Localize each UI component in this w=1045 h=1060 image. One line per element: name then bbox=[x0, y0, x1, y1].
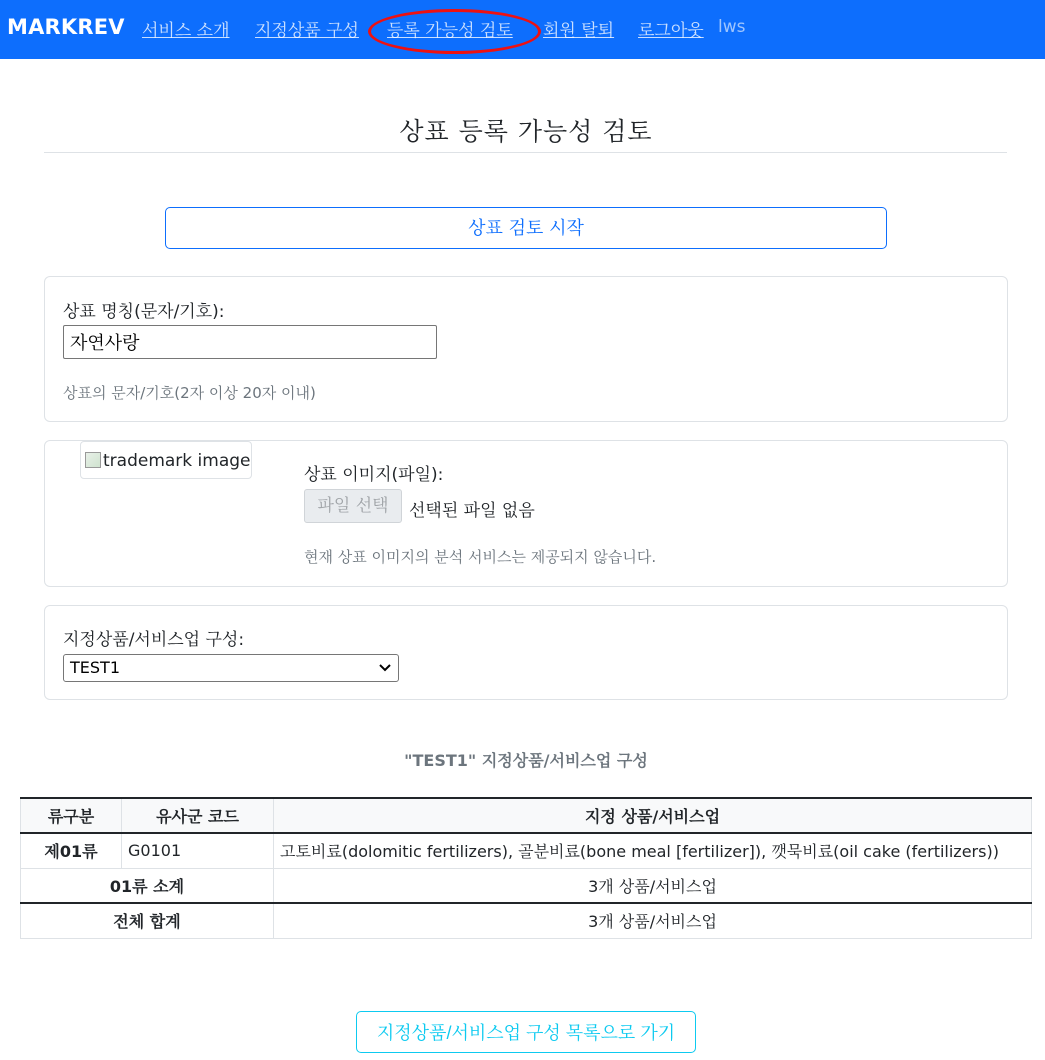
trademark-image-placeholder bbox=[80, 441, 252, 479]
goods-cell: 고토비료(dolomitic fertilizers), 골분비료(bone meal [fertilizer]), 깻묵비료(oil cake (fertilizers)) bbox=[274, 833, 1032, 868]
designated-goods-selected: TEST1 bbox=[70, 658, 120, 677]
red-highlight-ellipse bbox=[368, 9, 541, 54]
nav-link-withdraw[interactable]: 회원 탈퇴 bbox=[543, 21, 615, 41]
trademark-name-input[interactable] bbox=[63, 325, 437, 359]
nav-link-registrability-review[interactable]: 등록 가능성 검토 bbox=[387, 21, 513, 41]
nav-username: lws bbox=[718, 17, 746, 37]
subtotal-value: 3개 상품/서비스업 bbox=[274, 868, 1032, 903]
header-class: 류구분 bbox=[21, 798, 122, 833]
trademark-name-help: 상표의 문자/기호(2자 이상 20자 이내) bbox=[63, 384, 316, 402]
header-similar-code: 유사군 코드 bbox=[122, 798, 274, 833]
nav-link-logout[interactable]: 로그아웃 bbox=[638, 21, 704, 41]
file-status-text: 선택된 파일 없음 bbox=[409, 501, 535, 521]
class-cell: 제01류 bbox=[21, 833, 122, 868]
nav-link-service-intro[interactable]: 서비스 소개 bbox=[142, 21, 230, 41]
designated-goods-label: 지정상품/서비스업 구성: bbox=[63, 630, 245, 650]
top-navbar bbox=[0, 0, 1045, 59]
table-row bbox=[21, 833, 1032, 868]
composition-caption: "TEST1" 지정상품/서비스업 구성 bbox=[404, 751, 648, 770]
start-review-button[interactable]: 상표 검토 시작 bbox=[165, 207, 887, 249]
total-value: 3개 상품/서비스업 bbox=[274, 903, 1032, 938]
total-row bbox=[21, 903, 1032, 938]
trademark-name-card bbox=[44, 276, 1008, 422]
back-to-list-button[interactable]: 지정상품/서비스업 구성 목록으로 가기 bbox=[356, 1011, 696, 1053]
brand-logo[interactable]: MARKREV bbox=[7, 15, 125, 39]
file-select-button[interactable]: 파일 선택 bbox=[304, 489, 402, 523]
trademark-image-help: 현재 상표 이미지의 분석 서비스는 제공되지 않습니다. bbox=[304, 548, 657, 566]
code-cell: G0101 bbox=[122, 833, 274, 868]
title-divider bbox=[44, 152, 1007, 153]
trademark-image-card bbox=[44, 440, 1008, 587]
header-designated-goods: 지정 상품/서비스업 bbox=[274, 798, 1032, 833]
trademark-name-label: 상표 명칭(문자/기호): bbox=[63, 302, 225, 322]
subtotal-row bbox=[21, 868, 1032, 903]
trademark-image-label: 상표 이미지(파일): bbox=[304, 465, 444, 485]
chevron-down-icon bbox=[378, 658, 392, 678]
designated-goods-select[interactable] bbox=[63, 654, 399, 682]
broken-image-icon bbox=[85, 452, 101, 468]
subtotal-label: 01류 소계 bbox=[21, 868, 274, 903]
composition-table bbox=[20, 797, 1032, 939]
total-label: 전체 합계 bbox=[21, 903, 274, 938]
trademark-image-alt: trademark image bbox=[103, 451, 251, 471]
table-header-row bbox=[21, 798, 1032, 833]
designated-goods-card bbox=[44, 605, 1008, 700]
page-title: 상표 등록 가능성 검토 bbox=[399, 117, 653, 146]
nav-link-designated-goods[interactable]: 지정상품 구성 bbox=[255, 21, 359, 41]
